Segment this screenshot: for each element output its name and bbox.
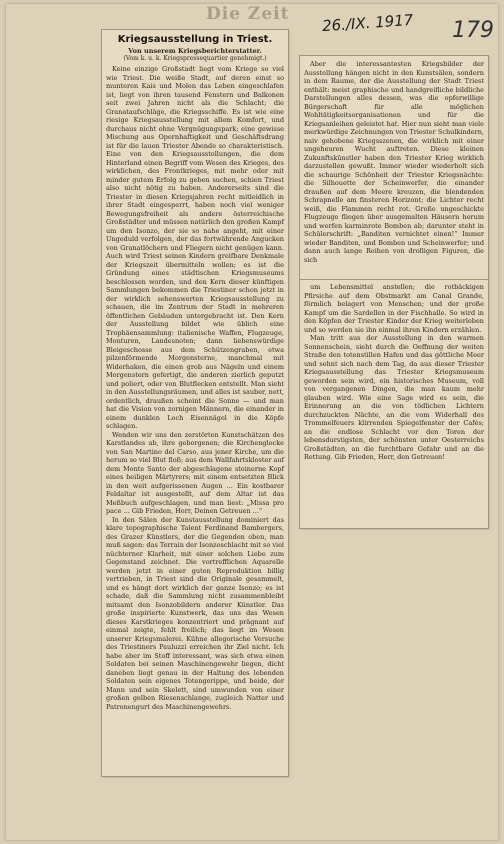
newspaper-clipping-right-top	[300, 56, 488, 280]
article-subheading: Von unserem Kriegsberichterstatter.	[128, 47, 262, 55]
paragraph: Aber die interessantesten Kriegsbilder der Ausstellung hängen nicht in den Kunstsälen, sondern in dem Raume, der die Ausstellung der Stadt Triest enthält: meist graphische und handgreifliche bildliche Darstellungen alles dessen, was die opferwillige Bürgerschaft für alle möglichen Wohltätigkeitsorganisationen und für die Kriegsanleihen geleistet hat. Hier nun sieht man viele merkwürdige Zeichnungen von Triester Schulkindern, naiv gehobene Kriegsszenen, die wirklich mit einer ungeheuren Wucht auftreten. Diese kleinen Zukunftskünstler haben den Triester Krieg wirklich darzustellen gewußt. Immer wieder wiederholt sich die schaurige Schönheit der Triester Kriegsnächte: die Silhouette der Scheinwerfer, die einander draußen auf dem Meere kreuzen, die blendenden Schrapnelle am finsteren Horizont; die Lichter recht weiß, die Flammen recht rot. Große ungeschickte Flugzeuge fliegen über ausgemalten Häusern herum und werfen karminrote Bomben ab; darunter steht in Schülerschrift: „Banditen vernichtet einen!“ Immer wieder Banditen, und Bomben und Scheinwerfer; und dann auch lange Reihen von drolligen Figuren, die sich	[304, 60, 484, 264]
handwritten-folio-number: 179	[452, 18, 494, 43]
paragraph: Man tritt aus der Ausstellung in den warmen Sonnenschein, sieht durch die Oeffnung der weiten Straße den totenstillen Hafen und das göttliche Meer und sehnt sich nach dem Tag, da aus dieser Triester Kriegsausstellung das Triester Kriegsmuseum geworden sein wird, ein historisches Museum, voll von vergangenen Dingen, die man kaum mehr glauben wird. Wie eine Sage wird es sein, die Erinnerung an die von tödlichen Lichtern durchzuckten Nächte, an die vom Widerhall des Trommelfeuers klirrenden Spiegelfenster der Cafés; an die endlose Schlacht vor den Toren der lebensdurstigsten, der schönsten unter Oesterreichs Großstädten, an die furchtbare Gefahr und an die Rettung. Gib Frieden, Herr, den Getreuen!	[304, 334, 484, 461]
article-body-left	[106, 65, 284, 711]
masthead-fragment: Die Zeit	[206, 4, 290, 24]
handwritten-date: 26./IX. 1917	[321, 10, 414, 36]
article-body-right-top	[304, 60, 484, 264]
paragraph: Wenden wir uns den zerstörten Kunstschätzen des Karstlandes ab, ihre geborgenen; die Kirchenglocke von San Martino del Carso, aus jener Kirche, um die herum so viel Blut floß; aus dem Wallfahrtskloster auf dem Monte Santo der abgeschlagene steinerne Kopf eines heiligen Märtyrers; mit einem entsetzten Blick in den weit aufgerissenen Augen ... Ein kostbarer Feldaltar ist ausgestellt, auf dem Altar ist das Meßbuch aufgeschlagen, und man liest: „Missa pro pace ... Gib Frieden, Herr, Deinen Getreuen ...“	[106, 430, 284, 515]
paragraph: In den Sälen der Kunstausstellung dominiert das klare topographische Talent Ferdinand Bambergers, des Grazer Künstlers, der die Gegenden oben, man muß sagen: das Terrain der Isonzoschlacht mit so viel nüchterner Klarheit, mit einer solchen Liebe zum Gegenstand zeichnet. Die vortrefflichen Aquarelle werden jetzt in einer guten Reproduktion billig vertrieben, in Triest sind die Originale gesammelt, und es hängt dort wirklich der ganze Isonzo; es ist schade, daß die Sammlung nicht zusammenbleibt mitsamt den Isonzobildern anderer Künstler. Das große inspirierte Kunstwerk, das uns das Wesen dieses Karstkrieges konzentriert und prägnant auf einmal zeigte, fehlt freilich; das liegt im Wesen unserer Kriegsmalerei. Kühne allegorische Versuche des Triestiners Pauluzzi erreichen ihr Ziel nicht. Ich habe aber im Stoff interessant, was sich etwa einen Soldaten bei seinen Maschinengewehr liegen, dicht daneben liegt genau in der Haltung des lebenden Soldaten sein eigenes Totengerippe, und beide, der Mann und sein Skelett, sind umwunden von einer großen gelben Riesenschlange, zugleich Natter und Patronengurt des Maschinengewehrs.	[106, 515, 285, 711]
article-body-right-bottom	[304, 283, 484, 462]
paragraph: Keine einzige Großstadt liegt vom Kriege so viel wie Triest. Die weiße Stadt, auf deren einst so munteren Kais und Molen das Leben eingeschlafen ist, liegt von ihren tausend Fenstern und Balkonen seit zwei Jahren nicht als die Schlacht; die Granataufschläge, die Kriegsschiffe. Es ist wie eine riesige Kriegsausstellung mit allem Komfort, und durchaus nicht ohne Vergnügungspark; eine gewisse Mischung aus Opernhaftigkeit und Geschäftsdrang ist für die lauen Triester Abende so charakteristisch. Eine von den Kriegsausstellungen, die dem Hinterland einen Begriff vom Wesen des Krieges, des wirklichen, des Frontkrieges, mit mehr oder mit minder gutem Erfolg zu geben suchen, schien Triest also nicht nötig zu haben. Andererseits sind die Triester in diesen Kriegsjahren recht mitleidlich in ihrer Stadt eingesperrt, haben noch viel weniger Bewegungsfreiheit als andere österreichische Großstädter und müssen natürlich den großen Kampf um den Isonzo, der sie so nahe angeht, mit einer Ungeduld verfolgen, der das fortwährende Angucken von Granatlöchern und Fliegern nicht genügen kann. Auch wird Triest seinen Kindern greifbare Denkmale der Kriegszeit übermitteln wollen; es ist die Gründung eines städtischen Kriegsmuseums beschlossen worden, und den Kern dieser künftigen Sammlungen bekommen die Triestiner schon jetzt in der wirklich sehenswerten Kriegsausstellung zu schauen, die im Zentrum der Stadt in mehreren öffentlichen Gebäuden untergebracht ist. Den Kern der Ausstellung bildet wie üblich eine Trophäensammlung: italienische Waffen, Flugzeuge, Monturen, Landesnoten; dann liebenswürdige Bleigeschosse aus dem Schützengraben, etwa pilzenförmende Morgensterne, manchmal mit Widerhaken, die einen grob aus Nägeln und einem Morgenstern gefertigt, die anderen zierlich geputzt und poliert, oder von Blutflecken entstellt. Man sieht in den Ausstellungsräumen, und alles ist sauber, nett, ordentlich, draußen scheint die Sonne — und man hat die Vision von zornigen Männern, die einander in einem dunklen Loch Eisennägel in die Köpfe schlagen.	[106, 65, 284, 430]
article-headline: Kriegsausstellung in Triest.	[117, 34, 273, 45]
newspaper-clipping-left	[102, 30, 288, 776]
newspaper-clipping-right-bottom	[300, 280, 488, 528]
paragraph: um Lebensmittel anstellen; die rotbäckigen Pfirsiche auf dem Obstmarkt am Canal Grande, förmlich belagert von Menschen; und der große Kampf um die Sardellen in der Fischhalle. So wird in den Köpfen der Triester Kinder der Krieg weiterleben und so werden sie ihn einmal ihren Kindern erzählen.	[304, 283, 484, 334]
article-byline: (Vom k. u. k. Kriegspressequartier genehmigt.)	[123, 55, 267, 62]
